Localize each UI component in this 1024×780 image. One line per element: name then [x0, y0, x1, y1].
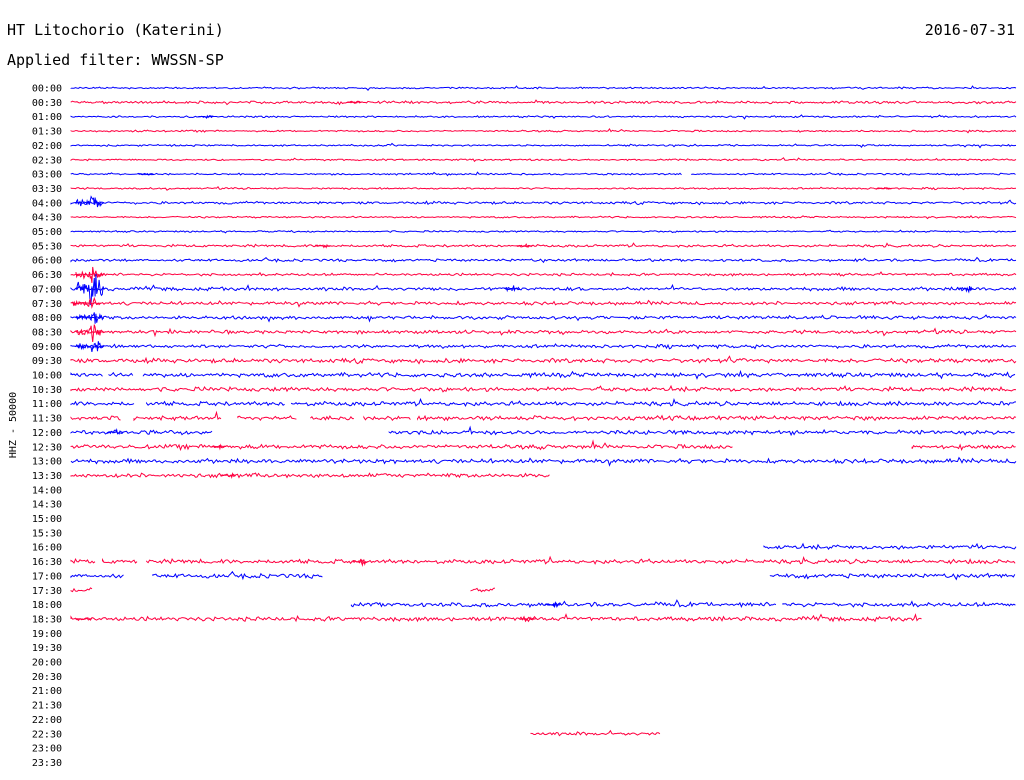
trace-segment	[292, 399, 1017, 406]
time-label: 14:30	[31, 499, 62, 511]
time-label: 05:00	[31, 227, 62, 238]
trace-segment	[153, 572, 323, 579]
trace-segment	[71, 344, 1016, 349]
time-label: 06:30	[31, 270, 62, 282]
time-label: 02:30	[31, 155, 62, 167]
time-label: 12:30	[31, 442, 62, 454]
channel-label: HHZ - 50000	[8, 391, 19, 459]
trace-segment	[71, 200, 1016, 204]
time-label: 09:30	[31, 356, 62, 368]
time-label: 23:00	[31, 743, 62, 755]
trace-segment	[71, 129, 1016, 133]
time-label: 22:30	[31, 729, 62, 741]
filter-label: Applied filter: WWSSN-SP	[7, 51, 224, 69]
time-label: 20:30	[31, 671, 62, 683]
trace-segment	[71, 416, 121, 420]
time-label: 17:00	[31, 571, 62, 583]
time-label: 22:00	[31, 714, 62, 726]
time-label: 19:30	[31, 643, 62, 655]
time-label: 04:00	[31, 198, 62, 210]
trace-segment	[364, 416, 411, 420]
time-label: 05:30	[31, 241, 62, 253]
event-burst	[211, 445, 226, 448]
time-label: 17:30	[31, 585, 62, 597]
trace-segment	[147, 402, 285, 406]
time-label: 00:00	[31, 83, 62, 95]
trace-segment	[71, 356, 1016, 363]
trace-segment	[71, 574, 124, 577]
time-label: 12:00	[31, 427, 62, 439]
time-label: 16:30	[31, 557, 62, 569]
trace-segment	[71, 315, 1016, 321]
time-label: 15:30	[31, 528, 62, 540]
time-label: 01:00	[31, 112, 62, 124]
time-label: 11:30	[31, 413, 62, 425]
trace-segment	[692, 172, 1016, 175]
trace-segment	[143, 372, 1015, 379]
trace-segment	[134, 413, 221, 421]
event-burst	[958, 286, 974, 292]
trace-segment	[310, 416, 354, 420]
trace-segment	[71, 243, 1016, 247]
trace-segment	[71, 301, 1016, 307]
trace-segment	[71, 458, 1016, 466]
trace-segment	[71, 216, 1016, 219]
event-burst	[353, 559, 368, 565]
time-label: 08:00	[31, 313, 62, 325]
trace-segment	[71, 144, 1016, 148]
trace-segment	[71, 402, 134, 405]
time-label: 20:00	[31, 657, 62, 669]
time-label: 07:00	[31, 284, 62, 296]
time-label: 03:00	[31, 169, 62, 181]
time-label: 10:30	[31, 384, 62, 396]
trace-segment	[147, 557, 1016, 564]
trace-segment	[912, 445, 1016, 450]
trace-segment	[351, 600, 776, 607]
trace-segment	[71, 285, 1016, 291]
trace-segment	[71, 441, 733, 449]
time-label: 04:30	[31, 212, 62, 224]
trace-segment	[71, 615, 922, 622]
trace-segment	[71, 230, 1016, 233]
trace-segment	[71, 430, 212, 434]
trace-segment	[418, 416, 1017, 421]
trace-segment	[471, 588, 495, 592]
trace-segment	[71, 86, 1016, 90]
trace-segment	[71, 588, 92, 592]
trace-segment	[71, 386, 1016, 392]
trace-segment	[531, 731, 660, 736]
event-burst	[76, 267, 104, 283]
time-label: 02:00	[31, 140, 62, 152]
time-label: 14:00	[31, 485, 62, 497]
time-label: 13:00	[31, 456, 62, 468]
time-label: 06:00	[31, 255, 62, 267]
event-burst	[76, 197, 104, 208]
trace-segment	[71, 272, 1016, 276]
time-label: 07:30	[31, 298, 62, 310]
trace-segment	[109, 373, 133, 377]
time-label: 08:30	[31, 327, 62, 339]
time-label: 15:00	[31, 514, 62, 525]
trace-segment	[783, 602, 1016, 607]
trace-segment	[71, 187, 1016, 190]
trace-segment	[71, 158, 1016, 162]
trace-segment	[71, 329, 1016, 336]
trace-segment	[71, 100, 1016, 104]
time-label: 18:30	[31, 614, 62, 626]
date-label: 2016-07-31	[924, 21, 1015, 39]
time-label: 00:30	[31, 97, 62, 109]
time-label: 16:00	[31, 542, 62, 554]
trace-segment	[103, 560, 138, 563]
time-label: 13:30	[31, 470, 62, 482]
time-label: 03:30	[31, 183, 62, 195]
station-title: HT Litochorio (Katerini)	[7, 21, 224, 39]
trace-segment	[764, 544, 1016, 549]
trace-segment	[770, 574, 1015, 580]
time-label: 01:30	[31, 126, 62, 138]
time-label: 11:00	[31, 399, 62, 411]
time-label: 19:00	[31, 628, 62, 640]
time-label: 21:00	[31, 686, 62, 698]
trace-segment	[389, 427, 1015, 435]
time-label: 23:30	[31, 757, 62, 769]
trace-segment	[71, 373, 103, 376]
trace-segment	[71, 172, 682, 175]
trace-segment	[71, 559, 95, 563]
trace-segment	[71, 473, 550, 477]
time-label: 09:00	[31, 341, 62, 353]
time-label: 21:30	[31, 700, 62, 712]
trace-segment	[238, 416, 297, 420]
trace-segment	[71, 258, 1016, 263]
time-label: 10:00	[31, 370, 62, 382]
time-label: 18:00	[31, 600, 62, 612]
